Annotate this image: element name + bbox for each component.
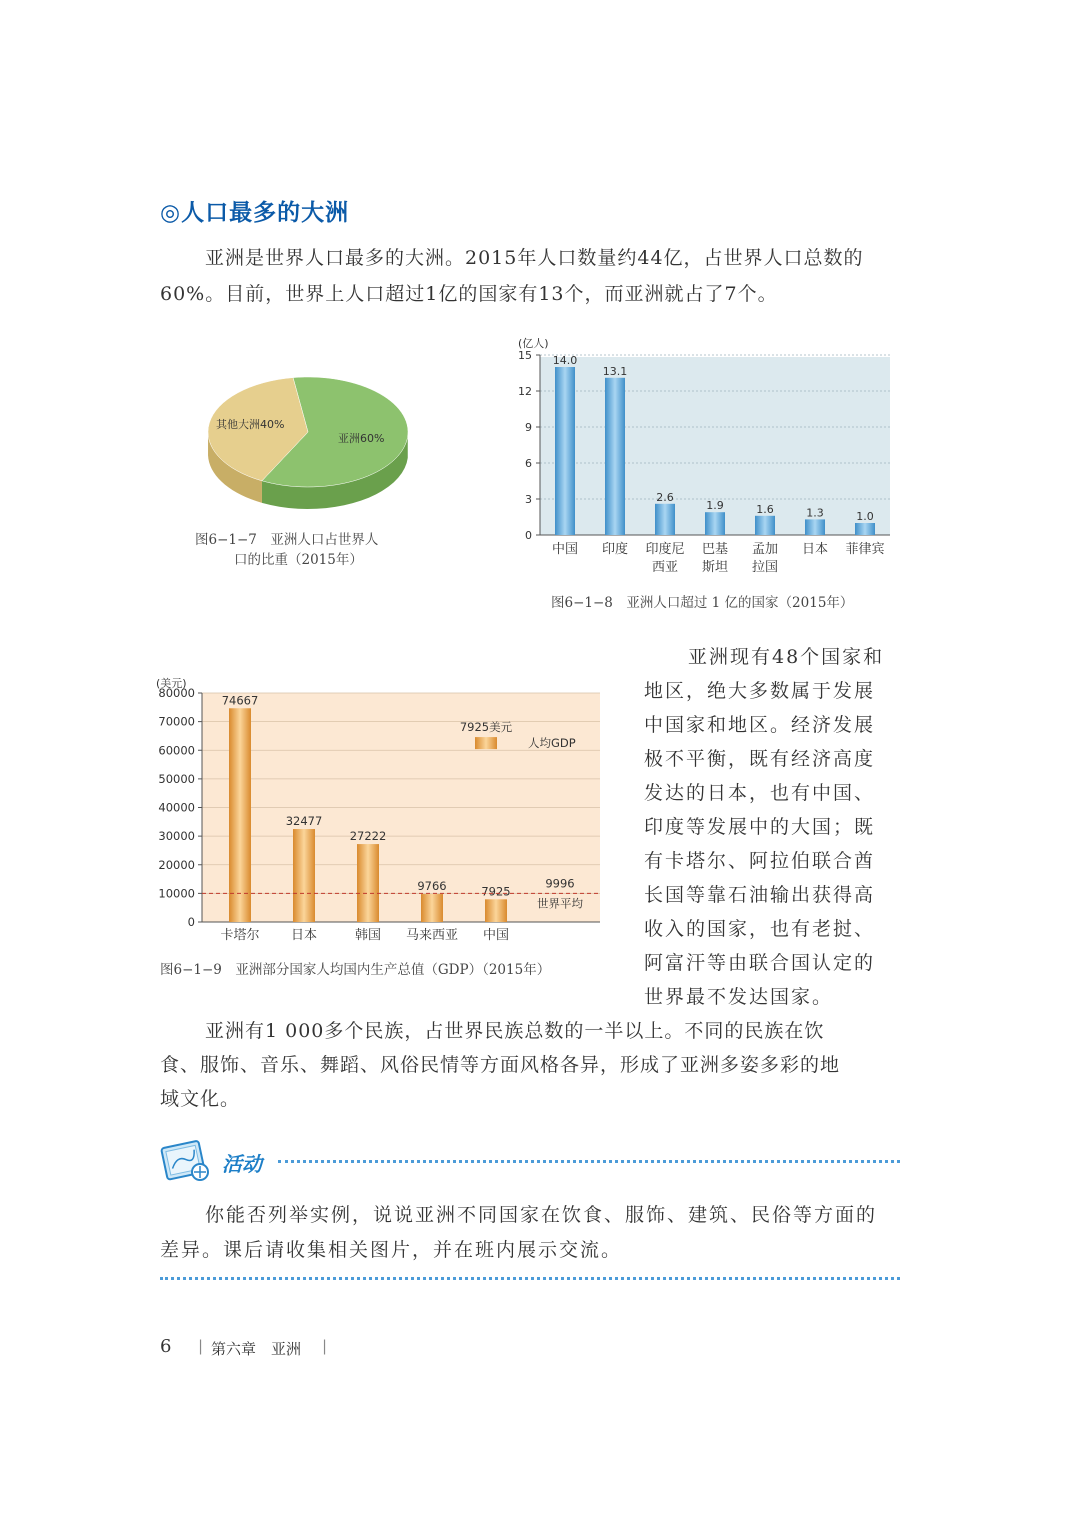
page-number: 6 bbox=[160, 1336, 172, 1357]
footer-bar-left: | bbox=[198, 1337, 204, 1355]
population-bar bbox=[805, 519, 825, 535]
y-tick-label: 20000 bbox=[158, 857, 195, 872]
y-tick-label: 12 bbox=[518, 385, 532, 398]
side-line: 地区，绝大多数属于发展 bbox=[644, 680, 876, 702]
y-tick-label: 0 bbox=[525, 529, 532, 542]
y-tick-label: 15 bbox=[518, 349, 532, 362]
pie-chart bbox=[190, 370, 430, 520]
side-line: 发达的日本，也有中国、 bbox=[644, 782, 876, 804]
y-axis-label: (美元) bbox=[156, 677, 187, 690]
gdp-value-label: 7925 bbox=[481, 884, 511, 899]
gdp-bar bbox=[357, 844, 379, 922]
section-heading: ◎人口最多的大洲 bbox=[160, 200, 350, 226]
gdp-category-label: 韩国 bbox=[354, 928, 382, 943]
side-line: 中国家和地区。经济发展 bbox=[644, 714, 876, 736]
side-line: 世界最不发达国家。 bbox=[644, 986, 834, 1008]
population-bar bbox=[855, 523, 875, 535]
paragraph-1-line-1: 亚洲是世界人口最多的大洲。2015年人口数量约44亿，占世界人口总数的 bbox=[205, 247, 864, 269]
population-value-label: 2.6 bbox=[656, 490, 674, 504]
population-bar bbox=[605, 378, 625, 535]
gdp-category-label: 马来西亚 bbox=[405, 928, 459, 943]
world-average-label: 世界平均 bbox=[537, 896, 583, 911]
population-value-label: 1.0 bbox=[856, 510, 874, 523]
paragraph-2-line-1: 亚洲有1 000多个民族，占世界民族总数的一半以上。不同的民族在饮 bbox=[205, 1020, 825, 1042]
gdp-category-label: 中国 bbox=[482, 928, 510, 943]
fig8-caption: 图6−1−8 亚洲人口超过 1 亿的国家（2015年） bbox=[551, 595, 854, 611]
legend-series-label: 人均GDP bbox=[528, 736, 576, 751]
side-line: 阿富汗等由联合国认定的 bbox=[644, 952, 876, 974]
legend-swatch bbox=[475, 737, 497, 749]
y-tick-label: 3 bbox=[525, 493, 532, 506]
population-category-label: 巴基 bbox=[701, 542, 729, 557]
fig7-caption-line-1: 图6−1−7 亚洲人口占世界人 bbox=[195, 532, 379, 548]
y-tick-label: 9 bbox=[525, 421, 532, 434]
footer-chapter: 第六章 亚洲 bbox=[211, 1340, 302, 1358]
fig7-caption-line-2: 口的比重（2015年） bbox=[234, 552, 363, 568]
footer-bar-right: | bbox=[322, 1337, 328, 1355]
gdp-category-label: 卡塔尔 bbox=[220, 928, 260, 943]
world-average-value: 9996 bbox=[545, 876, 575, 891]
gdp-value-label: 9766 bbox=[417, 879, 447, 894]
y-tick-label: 0 bbox=[187, 915, 195, 929]
y-tick-label: 30000 bbox=[158, 829, 195, 844]
pie-label-asia: 亚洲60% bbox=[338, 432, 385, 445]
pie-label-other: 其他大洲40% bbox=[216, 418, 285, 431]
population-bar bbox=[705, 512, 725, 535]
gdp-bar-chart bbox=[150, 665, 610, 950]
gdp-bar bbox=[421, 894, 443, 922]
activity-line-2: 差异。课后请收集相关图片，并在班内展示交流。 bbox=[160, 1239, 623, 1261]
gdp-bar bbox=[229, 708, 251, 922]
y-tick-label: 40000 bbox=[158, 800, 195, 815]
activity-divider-bottom bbox=[160, 1277, 900, 1280]
y-tick-label: 10000 bbox=[158, 886, 195, 901]
population-category-label: 印度 bbox=[601, 542, 629, 557]
side-line: 亚洲现有48个国家和 bbox=[688, 646, 885, 668]
paragraph-1-line-2: 60%。目前，世界上人口超过1亿的国家有13个，而亚洲就占了7个。 bbox=[160, 283, 778, 305]
y-tick-label: 60000 bbox=[158, 743, 195, 758]
population-value-label: 1.3 bbox=[806, 506, 824, 520]
gdp-bar bbox=[293, 829, 315, 922]
activity-divider-top bbox=[278, 1160, 900, 1163]
side-paragraph bbox=[644, 640, 906, 1014]
paragraph-2-line-3: 域文化。 bbox=[160, 1088, 241, 1110]
population-category-label: 孟加 bbox=[751, 542, 779, 557]
gdp-category-label: 日本 bbox=[290, 928, 318, 943]
population-category-label: 印度尼 bbox=[645, 542, 685, 557]
y-tick-label: 70000 bbox=[158, 714, 195, 729]
population-category-label: 西亚 bbox=[651, 560, 679, 575]
population-category-label: 拉国 bbox=[751, 560, 779, 575]
activity-title: 活动 bbox=[222, 1152, 262, 1176]
activity-map-icon bbox=[158, 1136, 214, 1184]
population-value-label: 1.9 bbox=[706, 499, 724, 513]
population-category-label: 中国 bbox=[551, 542, 579, 557]
paragraph-2-line-2: 食、服饰、音乐、舞蹈、风俗民情等方面风格各异，形成了亚洲多姿多彩的地 bbox=[160, 1054, 841, 1076]
population-bar bbox=[555, 367, 575, 535]
population-bar bbox=[655, 504, 675, 535]
y-tick-label: 6 bbox=[525, 457, 532, 470]
y-axis-label: (亿人) bbox=[518, 337, 549, 350]
side-line: 极不平衡，既有经济高度 bbox=[644, 748, 876, 770]
population-category-label: 日本 bbox=[801, 542, 829, 557]
gdp-value-label: 74667 bbox=[221, 693, 259, 708]
population-value-label: 13.1 bbox=[602, 364, 628, 378]
side-line: 有卡塔尔、阿拉伯联合酋 bbox=[644, 850, 876, 872]
population-bar-chart bbox=[505, 325, 900, 580]
gdp-value-label: 27222 bbox=[349, 829, 387, 844]
fig9-caption: 图6−1−9 亚洲部分国家人均国内生产总值（GDP）（2015年） bbox=[160, 962, 551, 978]
population-category-label: 菲律宾 bbox=[845, 542, 885, 557]
population-value-label: 14.0 bbox=[552, 354, 578, 367]
population-value-label: 1.6 bbox=[756, 502, 774, 516]
side-line: 收入的国家，也有老挝、 bbox=[644, 918, 876, 940]
legend-sample-label: 7925美元 bbox=[459, 720, 513, 735]
gdp-value-label: 32477 bbox=[285, 814, 323, 829]
side-line: 长国等靠石油输出获得高 bbox=[644, 884, 876, 906]
y-tick-label: 80000 bbox=[158, 686, 195, 700]
population-category-label: 斯坦 bbox=[701, 560, 729, 575]
side-line: 印度等发展中的大国；既 bbox=[644, 816, 876, 838]
activity-line-1: 你能否列举实例，说说亚洲不同国家在饮食、服饰、建筑、民俗等方面的 bbox=[205, 1204, 878, 1226]
y-tick-label: 50000 bbox=[158, 771, 195, 786]
population-bar bbox=[755, 516, 775, 535]
gdp-bar bbox=[485, 899, 507, 922]
